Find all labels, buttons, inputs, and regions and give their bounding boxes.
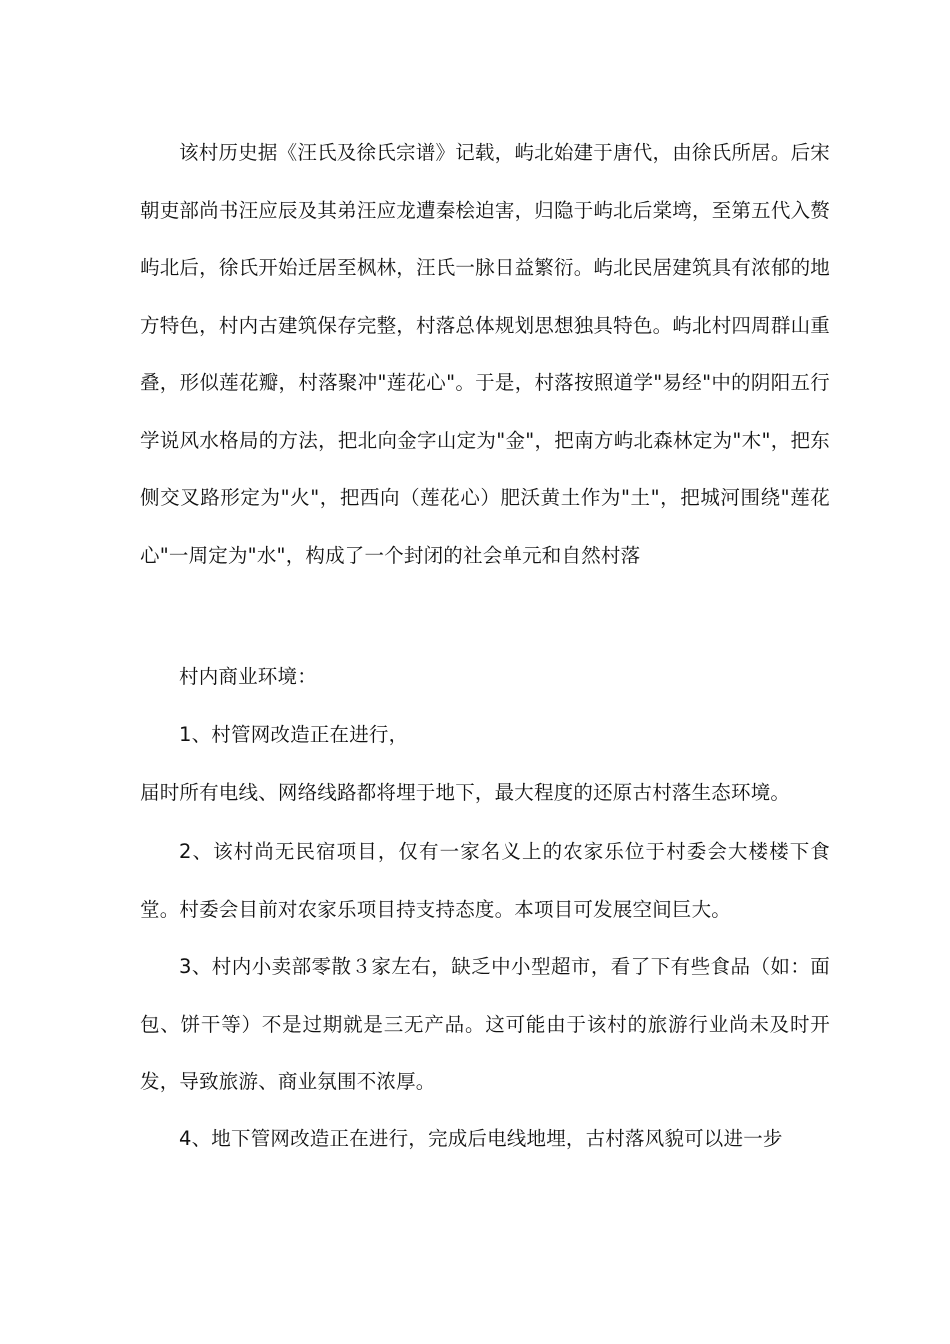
item-1-paragraph: 1、村管网改造正在进行， <box>179 723 409 746</box>
item-4-paragraph: 4、地下管网改造正在进行，完成后电线地埋，古村落风貌可以进一步 <box>179 1127 783 1150</box>
item-2-paragraph: 2、该村尚无民宿项目，仅有一家名义上的农家乐位于村委会大楼楼下食堂。村委会目前对农家乐项目持支持态度。本项目可发展空间巨大。 <box>140 840 830 921</box>
item-1-continuation-paragraph: 届时所有电线、网络线路都将埋于地下，最大程度的还原古村落生态环境。 <box>140 781 791 804</box>
business-environment-heading: 村内商业环境： <box>179 665 317 688</box>
item-3-paragraph: 3、村内小卖部零散３家左右，缺乏中小型超市，看了下有些食品（如：面包、饼干等）不是过期就是三无产品。这可能由于该村的旅游行业尚未及时开发，导致旅游、商业氛围不浓厚。 <box>140 955 830 1093</box>
history-paragraph: 该村历史据《汪氏及徐氏宗谱》记载，屿北始建于唐代，由徐氏所居。后宋朝吏部尚书汪应辰及其弟汪应龙遭秦桧迫害，归隐于屿北后棠塆，至第五代入赘屿北后，徐氏开始迁居至枫林，汪氏一脉日益繁衍。屿北民居建筑具有浓郁的地方特色，村内古建筑保存完整，村落总体规划思想独具特色。屿北村四周群山重叠，形似莲花瓣，村落聚冲"莲花心"。于是，村落按照道学"易经"中的阴阳五行学说风水格局的方法，把北向金字山定为"金"，把南方屿北森林定为"木"，把东侧交叉路形定为"火"，把西向（莲花心）肥沃黄土作为"土"，把城河围绕"莲花心"一周定为"水"，构成了一个封闭的社会单元和自然村落 <box>140 141 830 567</box>
